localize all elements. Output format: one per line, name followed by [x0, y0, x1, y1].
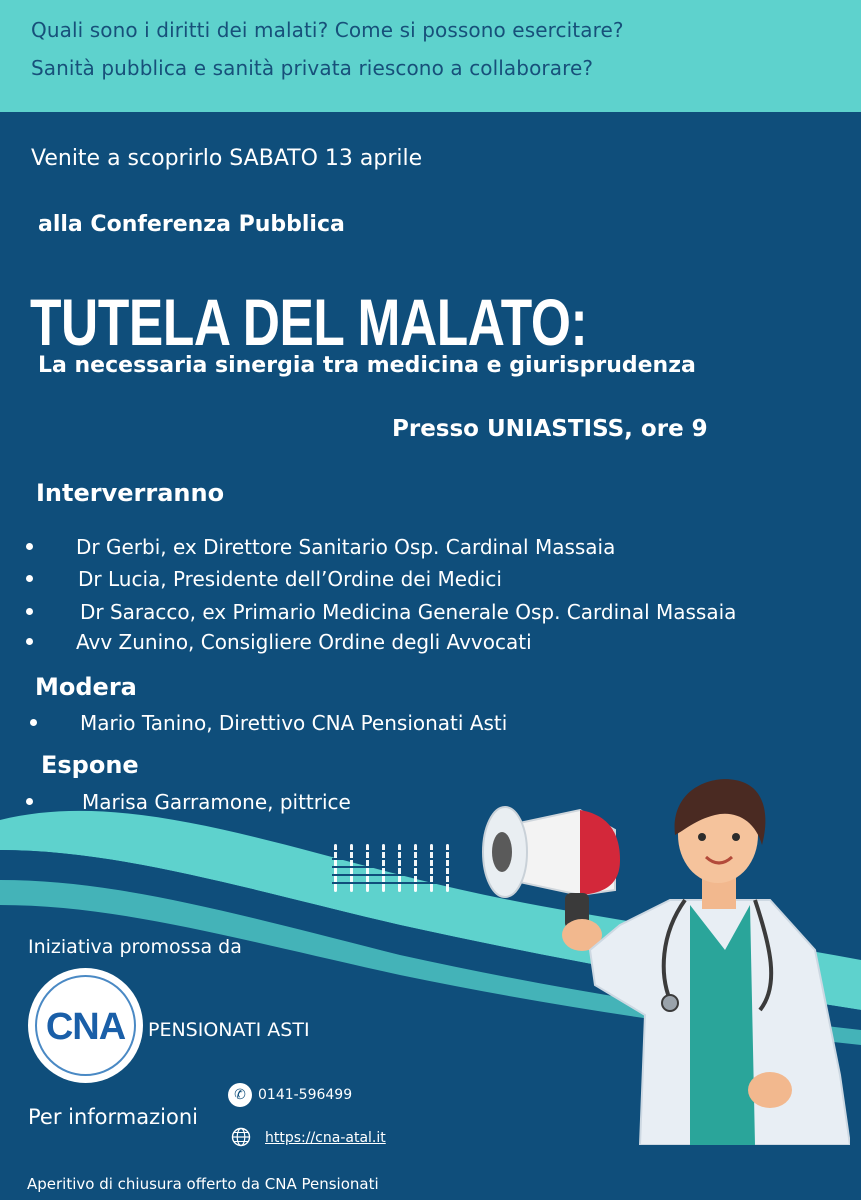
closing-note: Aperitivo di chiusura offerto da CNA Pensionati — [27, 1175, 379, 1193]
bullet-icon — [30, 719, 37, 726]
doctor-illustration — [470, 775, 850, 1145]
speaker-text: Avv Zunino, Consigliere Ordine degli Avvocati — [76, 630, 532, 654]
info-label: Per informazioni — [28, 1105, 198, 1129]
megaphone-icon — [483, 807, 620, 929]
promoter-label: Iniziativa promossa da — [28, 936, 242, 958]
event-subtitle: La necessaria sinergia tra medicina e giurisprudenza — [38, 353, 696, 378]
globe-icon — [231, 1127, 251, 1147]
bullet-icon — [26, 638, 33, 645]
dots-decoration — [332, 842, 462, 894]
bullet-icon — [26, 575, 33, 582]
venue-time: Presso UNIASTISS, ore 9 — [392, 416, 708, 442]
speaker-text: Dr Gerbi, ex Direttore Sanitario Osp. Cardinal Massaia — [76, 535, 616, 559]
bullet-icon — [26, 798, 33, 805]
phone-icon: ✆ — [228, 1083, 252, 1107]
speaker-text: Dr Lucia, Presidente dell’Ordine dei Medici — [78, 567, 502, 591]
bullet-icon — [26, 543, 33, 550]
speakers-heading: Interverranno — [36, 479, 225, 507]
exhibitor-heading: Espone — [41, 751, 139, 779]
logo-text: CNA — [45, 1006, 126, 1048]
intro-text: Venite a scoprirlo SABATO 13 aprile — [31, 146, 423, 171]
exhibitor-text: Marisa Garramone, pittrice — [82, 790, 351, 814]
event-title: TUTELA DEL MALATO: — [30, 285, 588, 359]
phone-number[interactable]: 0141-596499 — [258, 1087, 353, 1103]
speaker-text: Dr Saracco, ex Primario Medicina Generale Osp. Cardinal Massaia — [80, 600, 737, 624]
moderator-heading: Modera — [35, 673, 137, 701]
moderator-text: Mario Tanino, Direttivo CNA Pensionati Asti — [80, 711, 508, 735]
question-2: Sanità pubblica e sanità privata riescono a collaborare? — [31, 56, 594, 80]
conference-label: alla Conferenza Pubblica — [38, 212, 345, 237]
website-link[interactable]: https://cna-atal.it — [265, 1130, 386, 1146]
bullet-icon — [26, 608, 33, 615]
cna-logo — [28, 968, 143, 1083]
question-1: Quali sono i diritti dei malati? Come si possono esercitare? — [31, 18, 624, 42]
promoter-name: PENSIONATI ASTI — [148, 1019, 310, 1041]
